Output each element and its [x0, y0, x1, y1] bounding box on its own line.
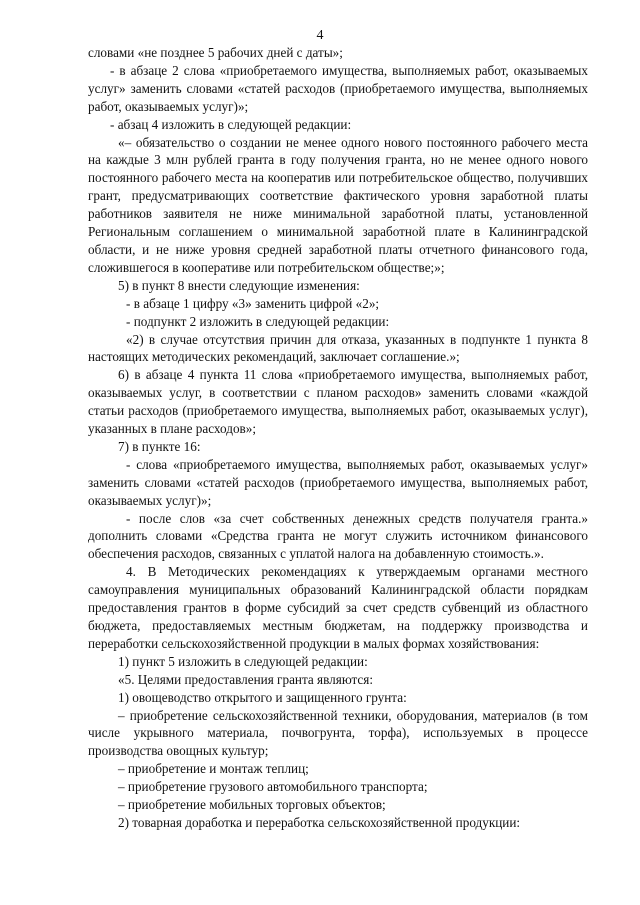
paragraph: 6) в абзаце 4 пункта 11 слова «приобретаемого имущества, выполняемых работ, оказываемых услуг, в соответствии с планом расходов» заменить словами «каждой статьи расходов (приобретаемого имущества, выполняемых работ, оказываемых услуг), указанных в плане расходов»; [88, 367, 588, 437]
paragraph: – приобретение и монтаж теплиц; [118, 761, 309, 777]
page-number: 4 [316, 28, 324, 43]
paragraph: 2) товарная доработка и переработка сельскохозяйственной продукции: [118, 814, 521, 830]
paragraph: 7) в пункте 16: [118, 438, 201, 454]
document-body [88, 44, 588, 832]
paragraph: 1) овощеводство открытого и защищенного грунта: [118, 689, 407, 705]
paragraph: «5. Целями предоставления гранта являются: [118, 671, 373, 687]
paragraph: – приобретение грузового автомобильного транспорта; [118, 779, 428, 795]
paragraph: - абзац 4 изложить в следующей редакции: [110, 116, 352, 132]
paragraph: словами «не позднее 5 рабочих дней с даты»; [88, 45, 343, 60]
paragraph: - после слов «за счет собственных денежных средств получателя гранта.» дополнить словами «Средства гранта не могут служить источником финансового обеспечения расходов, связанных с уплатой налога на добавленную стоимость.». [88, 510, 588, 562]
paragraph: - подпункт 2 изложить в следующей редакции: [126, 313, 390, 329]
paragraph: – приобретение мобильных торговых объектов; [118, 797, 386, 813]
paragraph: 4. В Методических рекомендациях к утверждаемым органами местного самоуправления муниципальных образований Калининградской области порядкам предоставления грантов в форме субсидий за счет средств субвенций из областного бюджета, предоставляемых местным бюджетам, на поддержку производства и переработки сельскохозяйственной продукции в малых формах хозяйствования: [88, 564, 588, 651]
paragraph: – приобретение сельскохозяйственной техники, оборудования, материалов (в том числе укрывного материала, почвогрунта, торфа), используемых в процессе производства овощных культур; [88, 707, 588, 759]
paragraph: 5) в пункт 8 внести следующие изменения: [118, 277, 360, 293]
paragraph: - в абзаце 2 слова «приобретаемого имущества, выполняемых работ, оказываемых услуг» заменить словами «статей расходов (приобретаемого имущества, выполняемых работ, оказываемых услуг)»; [88, 62, 588, 114]
paragraph: «2) в случае отсутствия причин для отказа, указанных в подпункте 1 пункта 8 настоящих методических рекомендаций, заключает соглашение.»; [88, 331, 588, 365]
paragraph: - в абзаце 1 цифру «3» заменить цифрой «2»; [126, 295, 380, 311]
paragraph: «– обязательство о создании не менее одного нового постоянного рабочего места на каждые 3 млн рублей гранта в году получения гранта, но не менее одного нового постоянного рабочего места на кооператив или потребительское общество, получивших грант, предусматривающих соответствие фактического уровня заработной платы работников заявителя не ниже минимальной заработной платы, установленной Региональным соглашением о минимальной заработной плате в Калининградской области, и не ниже уровня средней заработной платы отчетного финансового года, сложившегося в кооперативе или потребительском обществе;»; [88, 134, 588, 275]
paragraph: 1) пункт 5 изложить в следующей редакции: [118, 653, 368, 669]
paragraph: - слова «приобретаемого имущества, выполняемых работ, оказываемых услуг» заменить словами «статей расходов (приобретаемого имущества, выполняемых работ, оказываемых услуг)»; [88, 456, 588, 508]
